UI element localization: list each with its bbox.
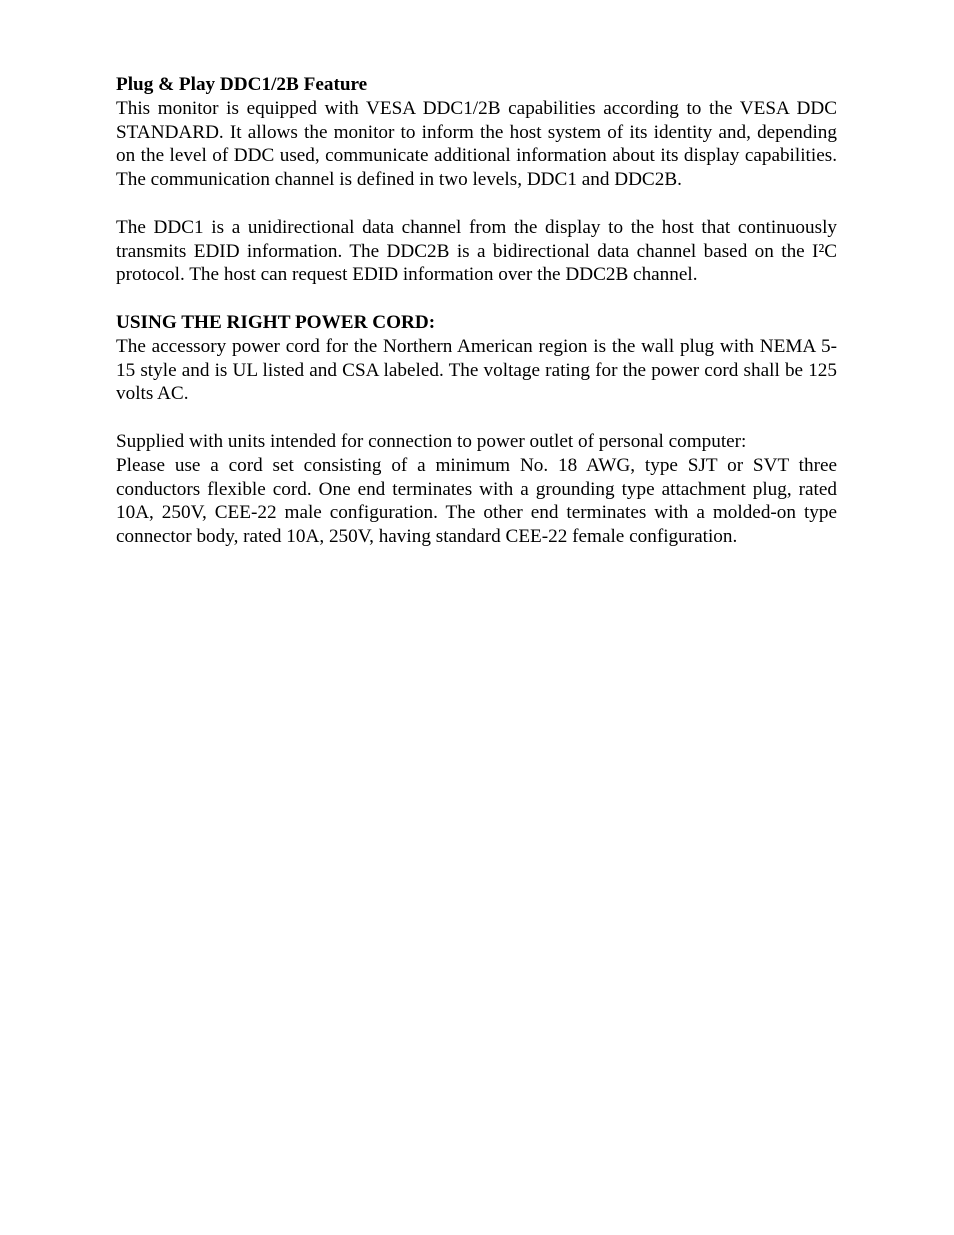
paragraph-ddc-channels: The DDC1 is a unidirectional data channel from the display to the host that continuously transmits EDID information. The DDC2B is a bidirectional data channel based on the I²C protocol. The host can request EDID information over the DDC2B channel. bbox=[116, 216, 837, 286]
section-heading-power-cord: USING THE RIGHT POWER CORD: bbox=[116, 311, 436, 333]
paragraph-cord-set-spec: Please use a cord set consisting of a minimum No. 18 AWG, type SJT or SVT three conductors flexible cord. One end terminates with a grounding type attachment plug, rated 10A, 250V, CEE-22 male configuration. The other end terminates with a molded-on type connector body, rated 10A, 250V, having standard CEE-22 female configuration. bbox=[116, 454, 837, 548]
section-plug-and-play bbox=[116, 73, 837, 287]
section-heading-plug-and-play: Plug & Play DDC1/2B Feature bbox=[116, 74, 368, 95]
paragraph-supplied-units-lead: Supplied with units intended for connection to power outlet of personal computer: bbox=[116, 430, 747, 452]
paragraph-power-cord-north-america: The accessory power cord for the Northern American region is the wall plug with NEMA 5-15 style and is UL listed and CSA labeled. The voltage rating for the power cord shall be 125 volts AC. bbox=[116, 335, 837, 405]
paragraph-gap bbox=[116, 406, 837, 430]
paragraph-ddc-overview: This monitor is equipped with VESA DDC1/2B capabilities according to the VESA DDC STANDARD. It allows the monitor to inform the host system of its identity and, depending on the level of DDC used, communicate additional information about its display capabilities. The communication channel is defined in two levels, DDC1 and DDC2B. bbox=[116, 97, 837, 191]
document-page bbox=[116, 73, 837, 549]
paragraph-gap bbox=[116, 192, 837, 216]
section-gap bbox=[116, 287, 837, 311]
section-power-cord bbox=[116, 311, 837, 549]
